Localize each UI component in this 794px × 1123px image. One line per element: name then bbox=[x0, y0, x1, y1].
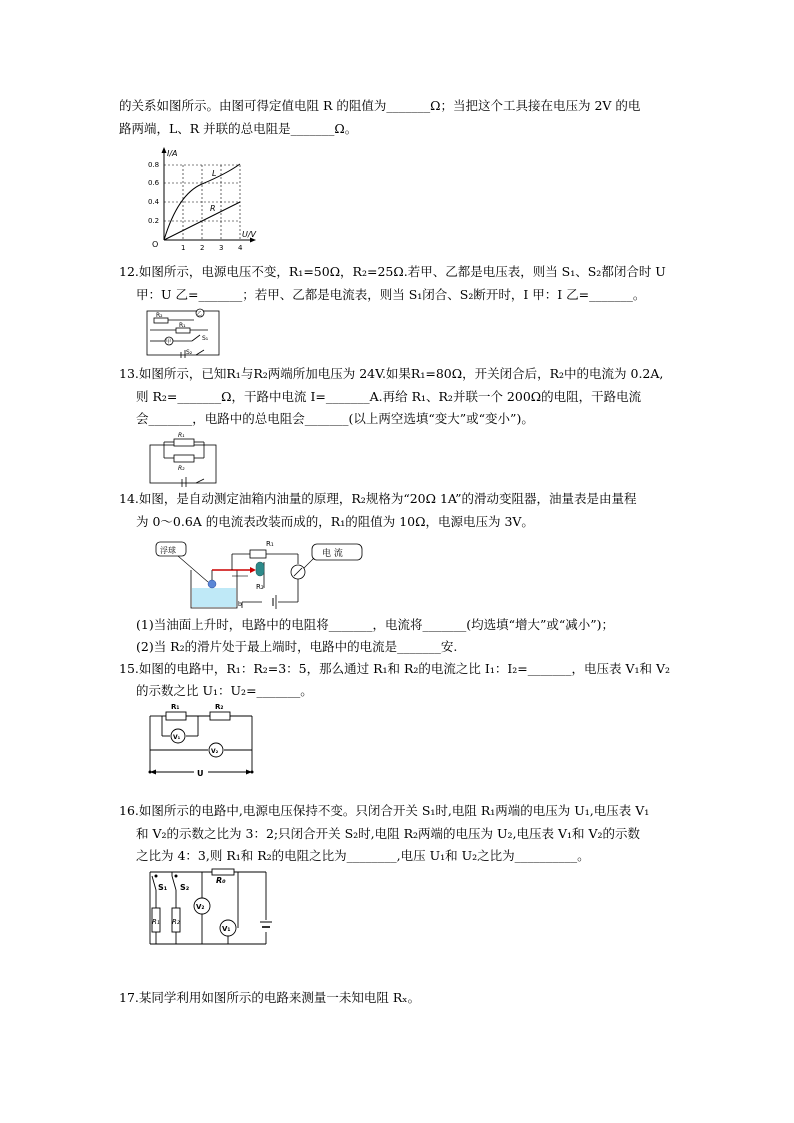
q15-line-1: 15.如图的电路中，R₁：R₂=3：5，那么通过 R₁和 R₂的电流之比 I₁：I₂=_______，电压表 V₁和 V₂ bbox=[119, 661, 671, 676]
q12-r2-label: R₂ bbox=[156, 312, 163, 319]
q13-circuit-figure bbox=[146, 431, 222, 485]
q11-y-axis-label: I/A bbox=[167, 149, 178, 158]
q16-r0-label: R₀ bbox=[216, 876, 226, 885]
q12-s1-label: S₁ bbox=[202, 335, 209, 342]
q11-x-tick: 3 bbox=[219, 244, 224, 252]
q15-v1-label: V₁ bbox=[173, 734, 181, 741]
q15-r2-label: R₂ bbox=[215, 703, 224, 711]
q11-x-tick: 1 bbox=[181, 244, 186, 252]
q14-line-1: 14.如图，是自动测定油箱内油量的原理，R₂规格为“20Ω 1A”的滑动变阻器，油量表是由量程 bbox=[119, 491, 637, 506]
q14-float-label: 浮球 bbox=[160, 546, 176, 555]
q13-line-1: 13.如图所示，已知R₁与R₂两端所加电压为 24V.如果R₁=80Ω，开关闭合后，R₂中的电流为 0.2A, bbox=[119, 366, 664, 381]
q15-v2-label: V₂ bbox=[211, 748, 219, 755]
q12-s2-label: S₂ bbox=[186, 349, 193, 356]
q11-line-1: 的关系如图所示。由图可得定值电阻 R 的阻值为_______Ω；当把这个工具接在电压为 2V 的电 bbox=[119, 98, 641, 113]
q15-line-2: 的示数之比 U₁：U₂=_______。 bbox=[136, 683, 313, 698]
q16-v2-label: V₂ bbox=[196, 903, 205, 911]
q16-s1-label: S₁ bbox=[158, 883, 168, 892]
q16-s2-label: S₂ bbox=[180, 883, 190, 892]
q16-v1-label: V₁ bbox=[222, 925, 231, 933]
q16-r1-label: R₁ bbox=[152, 918, 160, 926]
q16-r2-label: R₂ bbox=[172, 918, 180, 926]
q12-line-1: 12.如图所示，电源电压不变，R₁=50Ω，R₂=25Ω.若甲、乙都是电压表，则当 S₁、S₂都闭合时 U bbox=[119, 264, 666, 279]
q13-r1-label: R₁ bbox=[178, 432, 185, 439]
q11-iu-graph bbox=[146, 146, 266, 254]
q16-line-1: 16.如图所示的电路中,电源电压保持不变。只闭合开关 S₁时,电阻 R₁两端的电压为 U₁,电压表 V₁ bbox=[119, 803, 650, 818]
q14-meter-label: 电 流 bbox=[322, 549, 343, 559]
q11-y-tick: 0.2 bbox=[148, 217, 160, 225]
q13-line-2: 则 R₂=_______Ω，干路中电流 I=_______A.再给 R₁、R₂并联一个 200Ω的电阻，干路电流 bbox=[136, 389, 642, 404]
q11-y-tick: 0.4 bbox=[148, 198, 160, 206]
q11-origin-label: O bbox=[152, 240, 159, 249]
q11-y-tick: 0.6 bbox=[148, 179, 160, 187]
q15-u-label: U bbox=[197, 769, 204, 778]
q14-line-2: 为 0～0.6A 的电流表改装而成的，R₁的阻值为 10Ω，电源电压为 3V。 bbox=[136, 514, 534, 529]
q15-r1-label: R₁ bbox=[171, 703, 180, 711]
q15-number: 15. bbox=[119, 661, 139, 676]
q14-r2-label: R₂ bbox=[256, 583, 264, 591]
q16-line-3: 之比为 4：3,则 R₁和 R₂的电阻之比为________,电压 U₁和 U₂之比为__________。 bbox=[136, 848, 590, 863]
q14-b-label: b bbox=[238, 601, 242, 608]
q14-number: 14. bbox=[119, 491, 139, 506]
q14-oil-tank-figure bbox=[146, 532, 366, 612]
q13-line-3: 会_______，电路中的总电阻会_______(以上两空选填“变大”或“变小”)。 bbox=[136, 411, 534, 426]
q11-x-tick: 4 bbox=[238, 244, 243, 252]
q11-x-tick: 2 bbox=[200, 244, 205, 252]
q13-r2-label: R₂ bbox=[178, 465, 185, 472]
q11-line-2: 路两端，L、R 并联的总电阻是_______Ω。 bbox=[119, 121, 358, 136]
q13-number: 13. bbox=[119, 366, 139, 381]
q14-sub-question-2: (2)当 R₂的滑片处于最上端时，电路中的电流是_______安. bbox=[136, 639, 458, 654]
q11-y-tick: 0.8 bbox=[148, 161, 160, 169]
q14-sub-question-1: (1)当油面上升时，电路中的电阻将_______，电流将_______(均选填“增大”或“减小”)； bbox=[136, 617, 615, 632]
q12-circuit-figure bbox=[146, 308, 224, 358]
q14-r1-label: R₁ bbox=[266, 540, 274, 548]
q12-r1-label: R₁ bbox=[179, 322, 186, 329]
q12-line-2: 甲：U 乙=_______；若甲、乙都是电流表，则当 S₁闭合、S₂断开时，I 甲：I 乙=_______。 bbox=[136, 287, 646, 302]
q12-number: 12. bbox=[119, 264, 139, 279]
q15-circuit-figure bbox=[146, 700, 258, 780]
q16-circuit-figure bbox=[146, 864, 272, 948]
q11-curve-l-label: L bbox=[212, 169, 217, 178]
q11-curve-r-label: R bbox=[210, 204, 216, 213]
q12-yi-meter-label: 乙 bbox=[197, 311, 203, 317]
q17-line-1: 17.某同学利用如图所示的电路来测量一未知电阻 Rₓ。 bbox=[119, 990, 421, 1005]
q16-number: 16. bbox=[119, 803, 139, 818]
q12-jia-meter-label: 甲 bbox=[166, 339, 172, 345]
q16-line-2: 和 V₂的示数之比为 3：2;只闭合开关 S₂时,电阻 R₂两端的电压为 U₂,电压表 V₁和 V₂的示数 bbox=[136, 826, 641, 841]
q17-number: 17. bbox=[119, 990, 139, 1005]
q11-x-axis-label: U/V bbox=[242, 230, 257, 239]
